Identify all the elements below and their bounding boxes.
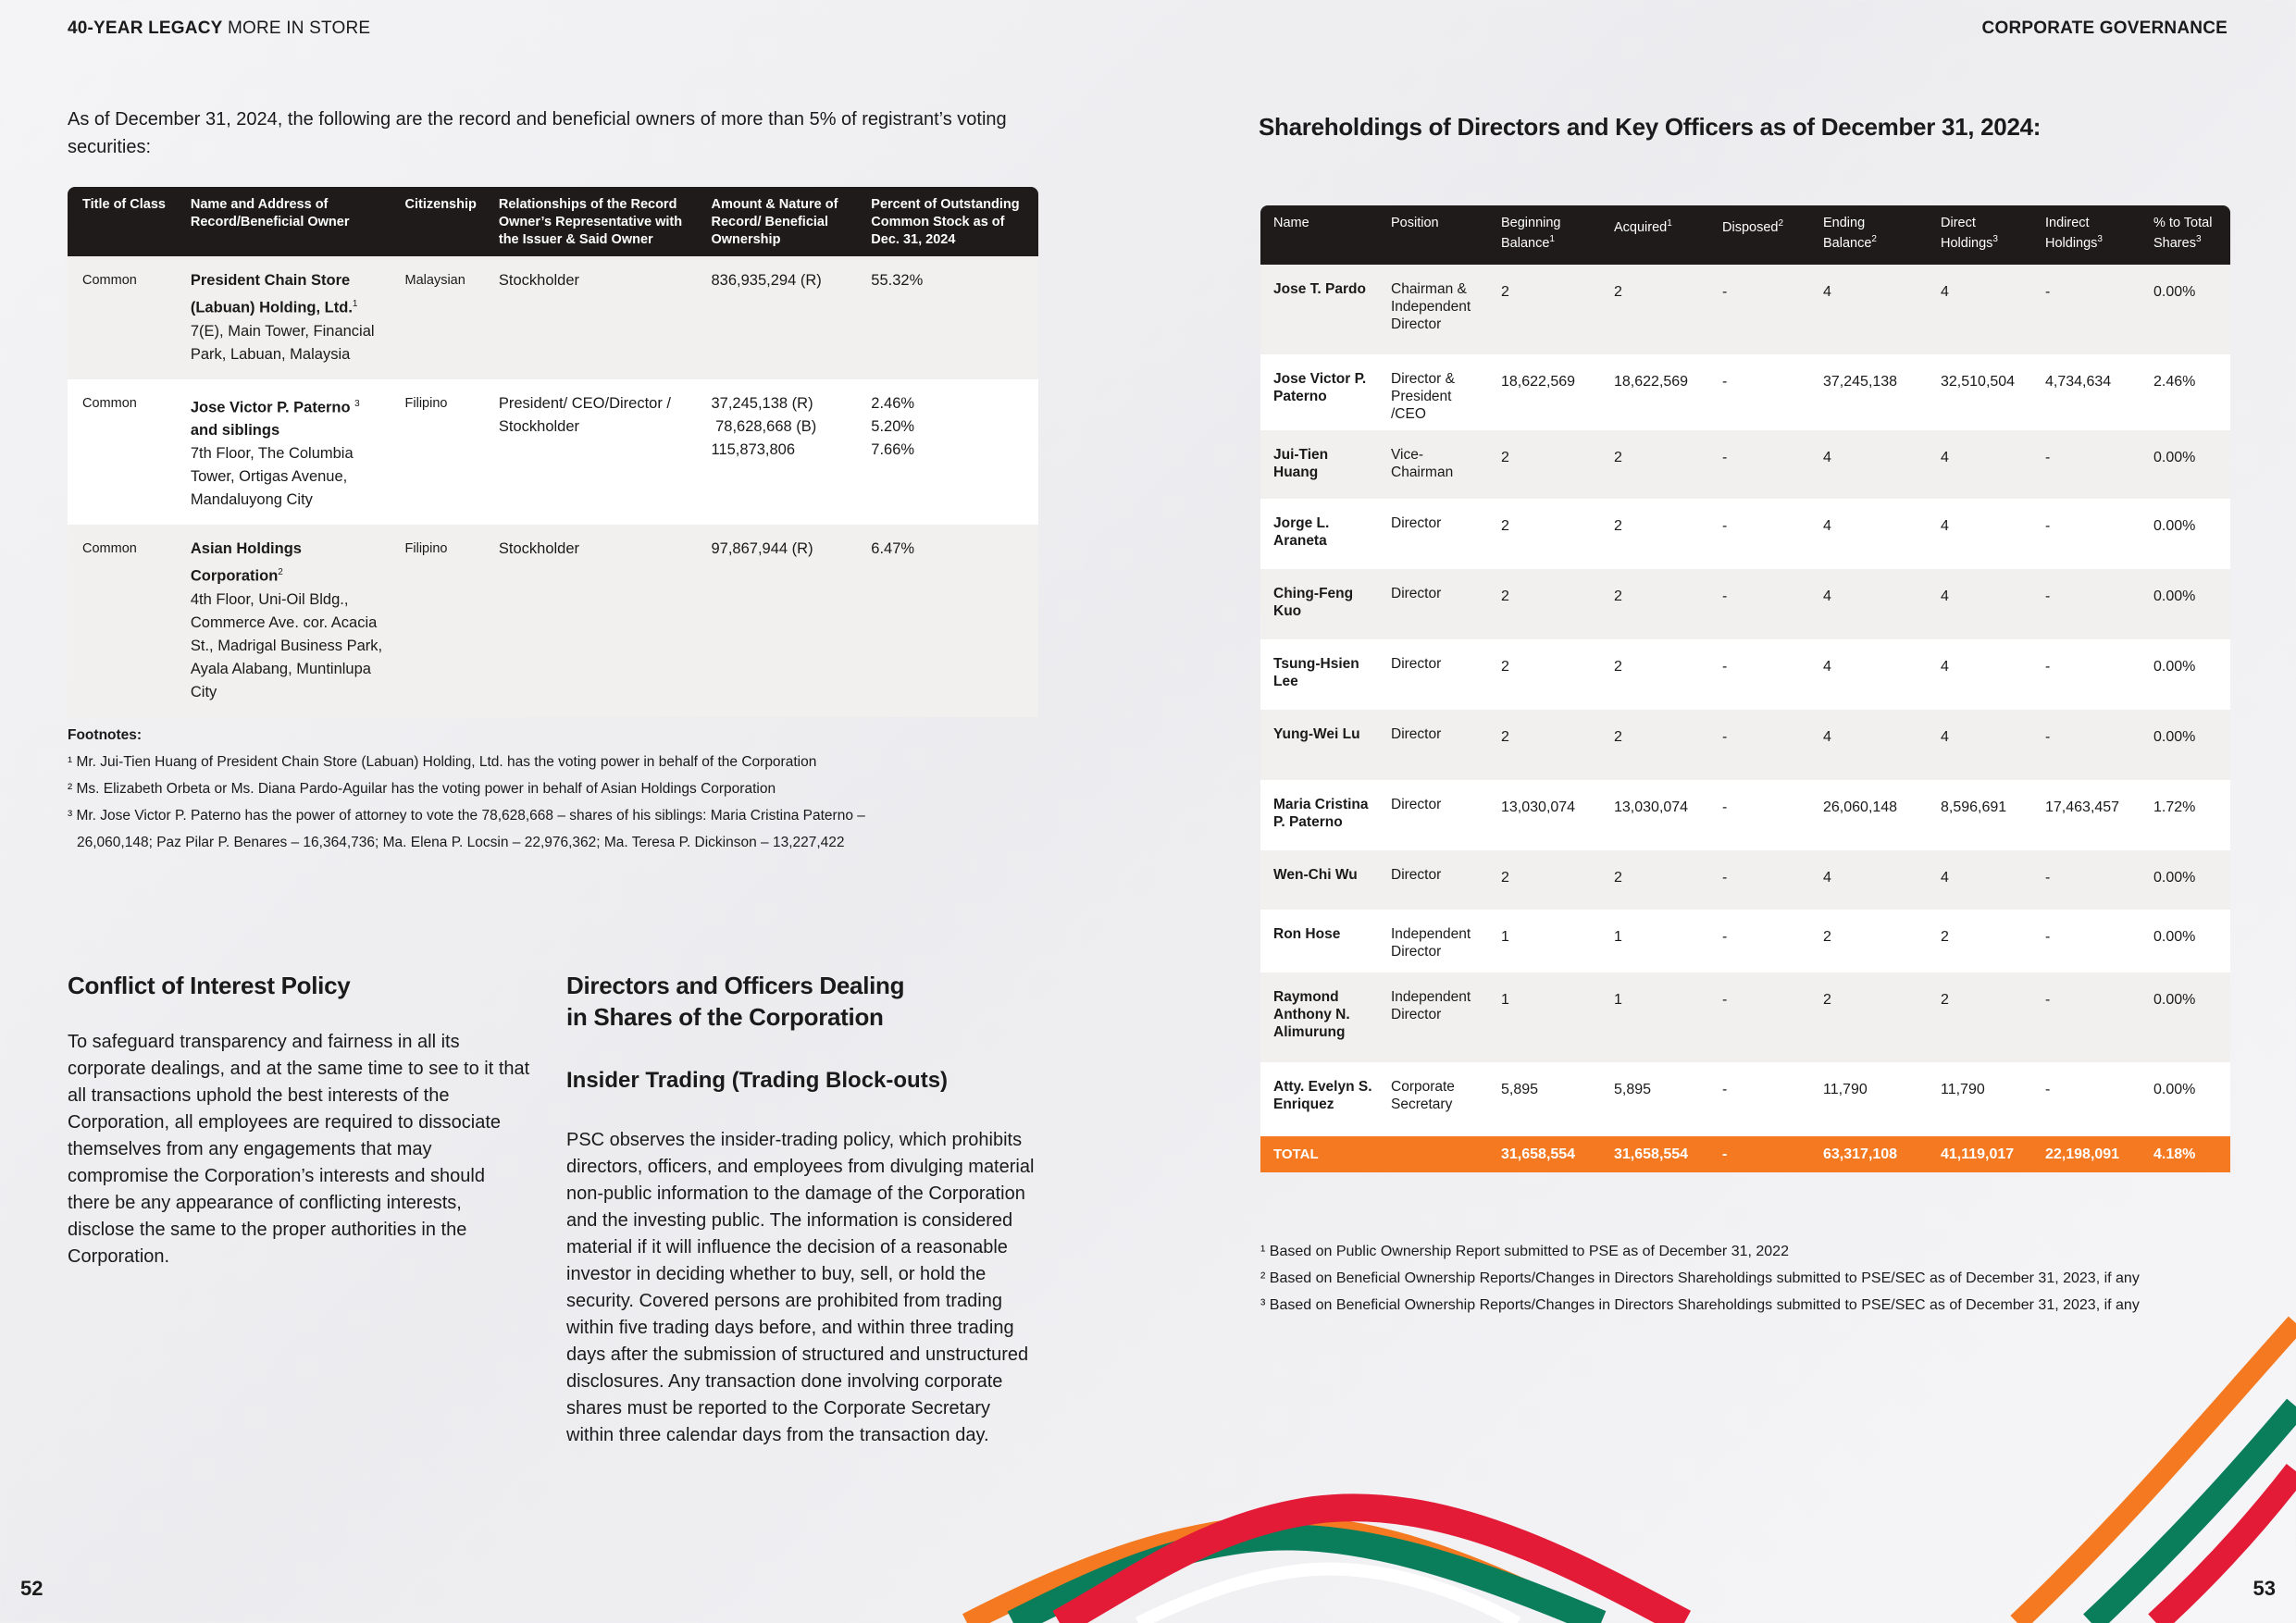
cell-position: Chairman & Independent Director [1378,265,1488,354]
cell-direct: 4 [1928,430,2032,499]
shareholdings-note-1: ¹ Based on Public Ownership Report submitted to PSE as of December 31, 2022 [1260,1244,1789,1259]
cell-acquired: 2 [1601,265,1709,354]
cell-begin: 2 [1488,430,1601,499]
cell-begin: 1 [1488,973,1601,1062]
cell-indirect: - [2032,1062,2141,1136]
cell-direct: 4 [1928,639,2032,710]
cell-disposed: - [1709,973,1810,1062]
total-label: TOTAL [1260,1136,1378,1172]
cell-name: Maria Cristina P. Paterno [1260,780,1378,850]
cell-name: Ron Hose [1260,910,1378,973]
cell-disposed: - [1709,499,1810,569]
cell-disposed: - [1709,1062,1810,1136]
cell-indirect: - [2032,265,2141,354]
cell-owner: Asian Holdings Corporation$^2$ 4th Floor, Uni-Oil Bldg., Commerce Ave. cor. Acacia St., Madrigal Business Park, Ayala Alabang, Muntinlupa City [176,525,391,717]
cell-position: Independent Director [1378,973,1488,1062]
cell-position: Director [1378,710,1488,780]
col-ending-balance: Ending Balance$^2$ [1810,205,1928,265]
cell-begin: 2 [1488,639,1601,710]
col-title-of-class: Title of Class [68,187,176,256]
cell-disposed: - [1709,639,1810,710]
col-pct-total-shares: % to Total Shares$^3$ [2141,205,2230,265]
cell-end: 4 [1810,639,1928,710]
cell-position: Director [1378,850,1488,910]
cell-end: 26,060,148 [1810,780,1928,850]
cell-pct: 1.72% [2141,780,2230,850]
page-number-left: 52 [20,1577,43,1600]
cell-acquired: 2 [1601,569,1709,639]
col-name-address: Name and Address of Record/Beneficial Owner [176,187,391,256]
cell-direct: 2 [1928,910,2032,973]
cell-direct: 32,510,504 [1928,354,2032,430]
cell-direct: 8,596,691 [1928,780,2032,850]
conflict-policy-title: Conflict of Interest Policy [68,972,351,999]
page-number-right: 53 [2253,1577,2276,1600]
cell-percent: 2.46% 5.20% 7.66% [856,379,1038,526]
cell-position: Director [1378,499,1488,569]
cell-name: Ching-Feng Kuo [1260,569,1378,639]
cell-disposed: - [1709,569,1810,639]
cell-indirect: 17,463,457 [2032,780,2141,850]
cell-direct: 4 [1928,850,2032,910]
cell-disposed: - [1709,710,1810,780]
footnotes-title: Footnotes: [68,727,143,743]
cell-direct: 4 [1928,265,2032,354]
total-acquired: 31,658,554 [1601,1136,1709,1172]
cell-direct: 4 [1928,499,2032,569]
cell-name: Jose T. Pardo [1260,265,1378,354]
cell-position: Corporate Secretary [1378,1062,1488,1136]
cell-disposed: - [1709,850,1810,910]
cell-acquired: 1 [1601,973,1709,1062]
cell-acquired: 18,622,569 [1601,354,1709,430]
cell-begin: 2 [1488,850,1601,910]
col-beginning-balance: Beginning Balance$^1$ [1488,205,1601,265]
cell-direct: 11,790 [1928,1062,2032,1136]
cell-name: Atty. Evelyn S. Enriquez [1260,1062,1378,1136]
cell-name: Jose Victor P. Paterno [1260,354,1378,430]
cell-end: 11,790 [1810,1062,1928,1136]
cell-acquired: 13,030,074 [1601,780,1709,850]
cell-relationship: Stockholder [484,256,697,379]
cell-end: 4 [1810,499,1928,569]
shareholdings-note-3: ³ Based on Beneficial Ownership Reports/Changes in Directors Shareholdings submitted to PSE/SEC as of December 31, 2023, if any [1260,1297,2140,1313]
cell-pct: 0.00% [2141,910,2230,973]
cell-pct: 0.00% [2141,850,2230,910]
cell-direct: 4 [1928,569,2032,639]
cell-relationship: President/ CEO/Director / Stockholder [484,379,697,526]
cell-position: Independent Director [1378,910,1488,973]
cell-begin: 18,622,569 [1488,354,1601,430]
cell-begin: 1 [1488,910,1601,973]
cell-disposed: - [1709,780,1810,850]
cell-disposed: - [1709,354,1810,430]
cell-position: Vice-Chairman [1378,430,1488,499]
cell-position: Director [1378,780,1488,850]
cell-indirect: - [2032,973,2141,1062]
cell-indirect: 4,734,634 [2032,354,2141,430]
cell-citizenship: Malaysian [391,256,484,379]
cell-acquired: 2 [1601,430,1709,499]
cell-indirect: - [2032,850,2141,910]
cell-name: Tsung-Hsien Lee [1260,639,1378,710]
cell-pct: 0.00% [2141,639,2230,710]
col-acquired: Acquired$^1$ [1601,205,1709,265]
cell-pct: 0.00% [2141,710,2230,780]
cell-amount: 97,867,944 (R) [697,525,857,717]
cell-end: 4 [1810,265,1928,354]
cell-end: 4 [1810,850,1928,910]
cell-begin: 2 [1488,710,1601,780]
cell-pct: 0.00% [2141,499,2230,569]
cell-amount: 37,245,138 (R) 78,628,668 (B) 115,873,806 [697,379,857,526]
cell-disposed: - [1709,265,1810,354]
cell-acquired: 2 [1601,710,1709,780]
cell-end: 4 [1810,430,1928,499]
cell-end: 37,245,138 [1810,354,1928,430]
cell-owner: President Chain Store (Labuan) Holding, Ltd.$^1$ 7(E), Main Tower, Financial Park, Labuan, Malaysia [176,256,391,379]
col-name: Name [1260,205,1378,265]
cell-position: Director [1378,639,1488,710]
cell-acquired: 1 [1601,910,1709,973]
cell-indirect: - [2032,910,2141,973]
cell-direct: 2 [1928,973,2032,1062]
col-indirect-holdings: Indirect Holdings$^3$ [2032,205,2141,265]
cell-end: 2 [1810,973,1928,1062]
footnote-3-cont: 26,060,148; Paz Pilar P. Benares – 16,364,736; Ma. Elena P. Locsin – 22,976,362; Ma. Teresa P. Dickinson – 13,227,422 [77,835,845,850]
ownership-intro: As of December 31, 2024, the following are the record and beneficial owners of more than 5% of registrant’s voting securities: [68,109,1007,157]
col-relationship: Relationships of the Record Owner’s Representative with the Issuer & Said Owner [484,187,697,256]
cell-position: Director & President /CEO [1378,354,1488,430]
cell-pct: 0.00% [2141,430,2230,499]
cell-percent: 55.32% [856,256,1038,379]
cell-end: 4 [1810,710,1928,780]
cell-pct: 0.00% [2141,973,2230,1062]
total-end: 63,317,108 [1810,1136,1928,1172]
cell-indirect: - [2032,569,2141,639]
cell-disposed: - [1709,910,1810,973]
conflict-policy-body: To safeguard transparency and fairness in all its corporate dealings, and at the same time to see to it that all transactions uphold the best interests of the Corporation, all employees are required to dissociate themselves from any engagements that may compromise the Corporation’s interests and should there be any appearance of conflicting interests, disclose the same to the proper authorities in the Corporation. [68,1032,530,1267]
cell-begin: 2 [1488,265,1601,354]
cell-pct: 0.00% [2141,569,2230,639]
cell-direct: 4 [1928,710,2032,780]
col-citizenship: Citizenship [391,187,484,256]
running-header-right: CORPORATE GOVERNANCE [1981,19,2228,38]
cell-name: Raymond Anthony N. Alimurung [1260,973,1378,1062]
insider-trading-subtitle: Insider Trading (Trading Block-outs) [566,1068,949,1093]
total-indirect: 22,198,091 [2032,1136,2141,1172]
col-percent: Percent of Outstanding Common Stock as of Dec. 31, 2024 [856,187,1038,256]
cell-class: Common [68,379,176,526]
col-disposed: Disposed$^2$ [1709,205,1810,265]
cell-indirect: - [2032,639,2141,710]
cell-owner: Jose Victor P. Paterno $^3$ and siblings 7th Floor, The Columbia Tower, Ortigas Avenue, Mandaluyong City [176,379,391,526]
cell-name: Jorge L. Araneta [1260,499,1378,569]
col-direct-holdings: Direct Holdings$^3$ [1928,205,2032,265]
footnote-3: ³ Mr. Jose Victor P. Paterno has the power of attorney to vote the 78,628,668 – shares of his siblings: Maria Cristina Paterno – [68,808,865,824]
cell-amount: 836,935,294 (R) [697,256,857,379]
cell-end: 4 [1810,569,1928,639]
cell-pct: 0.00% [2141,1062,2230,1136]
cell-pct: 0.00% [2141,265,2230,354]
cell-disposed: - [1709,430,1810,499]
cell-class: Common [68,256,176,379]
cell-begin: 5,895 [1488,1062,1601,1136]
cell-class: Common [68,525,176,717]
dealing-title: Directors and Officers Dealing in Shares of the Corporation [566,972,905,1031]
cell-begin: 13,030,074 [1488,780,1601,850]
cell-acquired: 2 [1601,499,1709,569]
cell-name: Jui-Tien Huang [1260,430,1378,499]
shareholdings-note-2: ² Based on Beneficial Ownership Reports/Changes in Directors Shareholdings submitted to PSE/SEC as of December 31, 2023, if any [1260,1270,2140,1286]
shareholdings-title: Shareholdings of Directors and Key Officers as of December 31, 2024: [1259,113,2042,141]
cell-name: Wen-Chi Wu [1260,850,1378,910]
cell-pct: 2.46% [2141,354,2230,430]
total-direct: 41,119,017 [1928,1136,2032,1172]
cell-acquired: 2 [1601,639,1709,710]
cell-indirect: - [2032,499,2141,569]
total-begin: 31,658,554 [1488,1136,1601,1172]
cell-indirect: - [2032,430,2141,499]
cell-citizenship: Filipino [391,525,484,717]
cell-percent: 6.47% [856,525,1038,717]
running-header-left: 40-YEAR LEGACY MORE IN STORE [68,19,371,38]
total-disposed: - [1709,1136,1810,1172]
col-amount: Amount & Nature of Record/ Beneficial Ownership [697,187,857,256]
cell-relationship: Stockholder [484,525,697,717]
cell-begin: 2 [1488,569,1601,639]
col-position: Position [1378,205,1488,265]
cell-acquired: 5,895 [1601,1062,1709,1136]
total-pct: 4.18% [2141,1136,2230,1172]
cell-name: Yung-Wei Lu [1260,710,1378,780]
footnote-1: ¹ Mr. Jui-Tien Huang of President Chain Store (Labuan) Holding, Ltd. has the voting power in behalf of the Corporation [68,754,817,770]
cell-acquired: 2 [1601,850,1709,910]
footnote-2: ² Ms. Elizabeth Orbeta or Ms. Diana Pardo-Aguilar has the voting power in behalf of Asian Holdings Corporation [68,781,776,797]
cell-citizenship: Filipino [391,379,484,526]
cell-indirect: - [2032,710,2141,780]
cell-begin: 2 [1488,499,1601,569]
cell-position: Director [1378,569,1488,639]
insider-trading-body: PSC observes the insider-trading policy, which prohibits directors, officers, and employees from divulging material non-public information to the damage of the Corporation and the investing public. The information is considered material if it will influence the decision of a reasonable investor in deciding whether to buy, sell, or hold the security. Covered persons are prohibited from trading within five trading days before, and within three trading days after the submission of structured and unstructured disclosures. Any transaction done involving corporate shares must be reported to the Corporate Secretary within three calendar days from the transaction day. [566,1130,1035,1445]
cell-end: 2 [1810,910,1928,973]
